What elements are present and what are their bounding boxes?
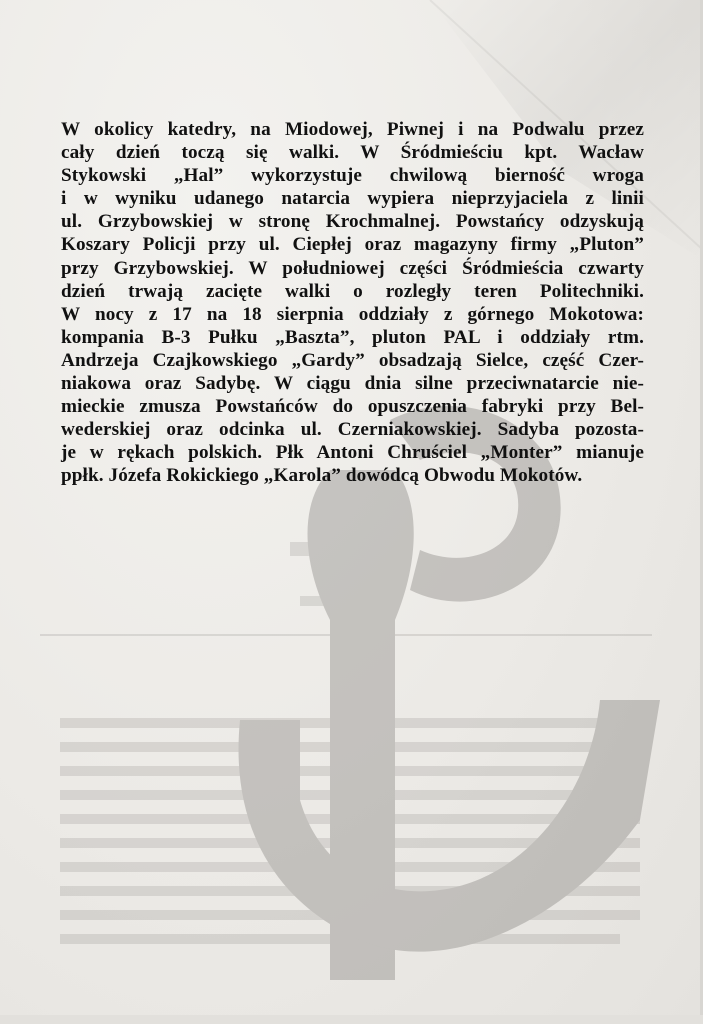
text-line: Koszary Policji przy ul. Ciepłej oraz magazyny firmy „Pluton” <box>61 234 644 256</box>
text-line: wederskiej oraz odcinka ul. Czerniakowskiej. Sadyba pozosta- <box>61 419 644 441</box>
text-line: W okolicy katedry, na Miodowej, Piwnej i na Podwalu przez <box>61 119 644 140</box>
text-line: mieckie zmusza Powstańców do opuszczenia fabryki przy Bel- <box>61 396 644 418</box>
text-line: dzień trwają zacięte walki o rozległy teren Politechniki. <box>61 280 644 302</box>
text-line: przy Grzybowskiej. W południowej części Śródmieścia czwarty <box>61 257 644 279</box>
text-line: kompania B-3 Pułku „Baszta”, pluton PAL i oddziały rtm. <box>61 326 644 348</box>
text-line: Stykowski „Hal” wykorzystuje chwilową bierność wroga <box>61 165 644 187</box>
text-line: ppłk. Józefa Rokickiego „Karola” dowódcą Obwodu Mokotów. <box>61 465 583 487</box>
text-line: cały dzień toczą się walki. W Śródmieściu kpt. Wacław <box>61 142 644 164</box>
text-line: i w wyniku udanego natarcia wypiera nieprzyjaciela z linii <box>61 188 644 210</box>
text-line: je w rękach polskich. Płk Antoni Chruściel „Monter” mianuje <box>61 442 644 464</box>
text-line: niakowa oraz Sadybę. W ciągu dnia silne przeciwnatarcie nie- <box>61 373 644 395</box>
text-line: Andrzeja Czajkowskiego „Gardy” obsadzają Sielce, część Czer- <box>61 349 644 371</box>
text-line: W nocy z 17 na 18 sierpnia oddziały z górnego Mokotowa: <box>61 303 644 325</box>
text-line: ul. Grzybowskiej w stronę Krochmalnej. Powstańcy odzyskują <box>61 211 644 233</box>
body-text <box>61 118 644 488</box>
